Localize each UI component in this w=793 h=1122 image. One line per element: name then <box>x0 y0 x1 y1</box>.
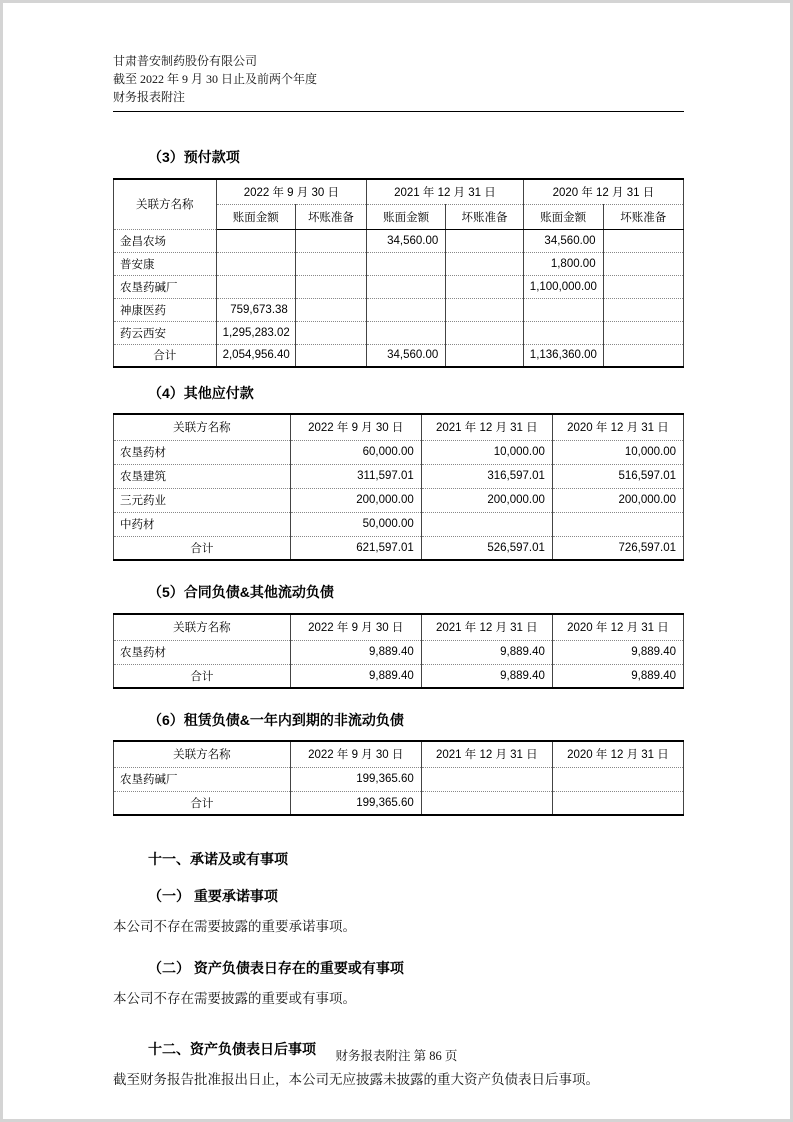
related-party-cell: 农垦药材 <box>114 640 291 664</box>
amount-cell: 9,889.40 <box>421 640 552 664</box>
col-header-date-2022: 2022 年 9 月 30 日 <box>216 179 366 204</box>
table-total-row <box>114 791 684 815</box>
subsection-heading-contingencies: （二） 资产负债表日存在的重要或有事项 <box>148 960 404 977</box>
amount-cell <box>603 252 683 275</box>
section-heading-lease-liabilities: （6）租赁负债&一年内到期的非流动负债 <box>148 712 404 728</box>
amount-cell <box>446 321 524 344</box>
amount-cell: 1,800.00 <box>523 252 603 275</box>
amount-cell <box>367 275 446 298</box>
amount-cell: 9,889.40 <box>552 640 683 664</box>
table-row <box>114 464 684 488</box>
amount-cell: 9,889.40 <box>421 664 552 688</box>
amount-cell: 2,054,956.40 <box>216 344 295 367</box>
col-header-date-2021: 2021 年 12 月 31 日 <box>421 614 552 640</box>
contract-liabilities-table <box>113 613 684 689</box>
amount-cell <box>295 229 366 252</box>
amount-cell <box>295 275 366 298</box>
amount-cell: 200,000.00 <box>552 488 683 512</box>
related-party-cell: 金昌农场 <box>114 229 217 252</box>
col-header-related-party: 关联方名称 <box>114 741 291 767</box>
table-total-row <box>114 536 684 560</box>
col-header-date-2021: 2021 年 12 月 31 日 <box>421 414 552 440</box>
amount-cell: 759,673.38 <box>216 298 295 321</box>
amount-cell: 1,136,360.00 <box>523 344 603 367</box>
amount-cell <box>603 275 683 298</box>
amount-cell: 726,597.01 <box>552 536 683 560</box>
paragraph-post-balance-events: 截至财务报告批准报出日止，本公司无应披露未披露的重大资产负债表日后事项。 <box>113 1071 599 1087</box>
col-header-date-2022: 2022 年 9 月 30 日 <box>290 614 421 640</box>
total-label-cell: 合计 <box>114 344 217 367</box>
amount-cell <box>216 252 295 275</box>
col-header-date-2020: 2020 年 12 月 31 日 <box>552 741 683 767</box>
amount-cell <box>446 275 524 298</box>
related-party-cell: 农垦药材 <box>114 440 291 464</box>
other-payables-table <box>113 413 684 561</box>
related-party-cell: 神康医药 <box>114 298 217 321</box>
report-period: 截至 2022 年 9 月 30 日止及前两个年度 <box>113 72 318 86</box>
col-header-book-value: 账面金额 <box>523 204 603 229</box>
related-party-cell: 农垦药碱厂 <box>114 767 291 791</box>
table-total-row <box>114 664 684 688</box>
amount-cell <box>421 767 552 791</box>
table-row <box>114 488 684 512</box>
amount-cell: 311,597.01 <box>290 464 421 488</box>
amount-cell: 34,560.00 <box>523 229 603 252</box>
col-header-date-2020: 2020 年 12 月 31 日 <box>552 614 683 640</box>
col-header-date-2022: 2022 年 9 月 30 日 <box>290 414 421 440</box>
lease-liabilities-table <box>113 740 684 816</box>
table-row <box>114 298 684 321</box>
header-divider <box>113 111 684 112</box>
amount-cell: 10,000.00 <box>552 440 683 464</box>
amount-cell <box>295 252 366 275</box>
amount-cell <box>523 298 603 321</box>
amount-cell <box>295 321 366 344</box>
amount-cell: 1,100,000.00 <box>523 275 603 298</box>
related-party-cell: 农垦药碱厂 <box>114 275 217 298</box>
table-total-row <box>114 344 684 367</box>
total-label-cell: 合计 <box>114 791 291 815</box>
table-header-row <box>114 614 684 640</box>
total-label-cell: 合计 <box>114 664 291 688</box>
table-row <box>114 229 684 252</box>
amount-cell: 34,560.00 <box>367 229 446 252</box>
amount-cell: 621,597.01 <box>290 536 421 560</box>
col-header-related-party: 关联方名称 <box>114 614 291 640</box>
amount-cell <box>446 298 524 321</box>
amount-cell <box>523 321 603 344</box>
related-party-cell: 三元药业 <box>114 488 291 512</box>
subsection-heading-important-commitments: （一） 重要承诺事项 <box>148 888 278 904</box>
amount-cell: 516,597.01 <box>552 464 683 488</box>
amount-cell <box>216 275 295 298</box>
amount-cell <box>295 344 366 367</box>
amount-cell <box>603 298 683 321</box>
col-header-bad-debt: 坏账准备 <box>603 204 683 229</box>
amount-cell <box>603 229 683 252</box>
section-heading-commitments: 十一、承诺及或有事项 <box>148 851 288 867</box>
amount-cell: 199,365.60 <box>290 767 421 791</box>
paragraph-contingencies: 本公司不存在需要披露的重要或有事项。 <box>113 991 356 1007</box>
amount-cell: 200,000.00 <box>421 488 552 512</box>
col-header-date-2022: 2022 年 9 月 30 日 <box>290 741 421 767</box>
amount-cell: 10,000.00 <box>421 440 552 464</box>
table-row <box>114 275 684 298</box>
table-row <box>114 252 684 275</box>
amount-cell <box>446 229 524 252</box>
col-header-related-party: 关联方名称 <box>114 179 217 229</box>
related-party-cell: 中药材 <box>114 512 291 536</box>
related-party-cell: 农垦建筑 <box>114 464 291 488</box>
company-name: 甘肃普安制药股份有限公司 <box>113 54 258 68</box>
section-heading-prepayments: （3）预付款项 <box>148 149 240 165</box>
amount-cell <box>552 512 683 536</box>
prepayments-table <box>113 178 684 368</box>
amount-cell <box>295 298 366 321</box>
table-row <box>114 767 684 791</box>
amount-cell <box>367 321 446 344</box>
page-footer: 财务报表附注 第 86 页 <box>335 1049 458 1063</box>
col-header-related-party: 关联方名称 <box>114 414 291 440</box>
amount-cell: 200,000.00 <box>290 488 421 512</box>
section-heading-post-balance-events: 十二、资产负债表日后事项 <box>148 1040 316 1057</box>
col-header-bad-debt: 坏账准备 <box>446 204 524 229</box>
total-label-cell: 合计 <box>114 536 291 560</box>
amount-cell: 1,295,283.02 <box>216 321 295 344</box>
amount-cell <box>603 321 683 344</box>
col-header-book-value: 账面金额 <box>367 204 446 229</box>
amount-cell: 60,000.00 <box>290 440 421 464</box>
paragraph-commitments: 本公司不存在需要披露的重要承诺事项。 <box>113 919 356 934</box>
table-row <box>114 512 684 536</box>
table-header-row <box>114 414 684 440</box>
col-header-date-2021: 2021 年 12 月 31 日 <box>421 741 552 767</box>
table-row <box>114 440 684 464</box>
col-header-date-2020: 2020 年 12 月 31 日 <box>552 414 683 440</box>
amount-cell <box>421 791 552 815</box>
amount-cell: 9,889.40 <box>290 640 421 664</box>
col-header-date-2021: 2021 年 12 月 31 日 <box>367 179 524 204</box>
related-party-cell: 药云西安 <box>114 321 217 344</box>
section-heading-contract-liabilities: （5）合同负债&其他流动负债 <box>148 584 334 600</box>
section-heading-other-payables: （4）其他应付款 <box>148 385 254 401</box>
amount-cell: 50,000.00 <box>290 512 421 536</box>
col-header-book-value: 账面金额 <box>216 204 295 229</box>
col-header-bad-debt: 坏账准备 <box>295 204 366 229</box>
table-header-row <box>114 741 684 767</box>
document-header <box>113 52 684 106</box>
amount-cell <box>216 229 295 252</box>
amount-cell: 9,889.40 <box>290 664 421 688</box>
table-row <box>114 321 684 344</box>
amount-cell: 199,365.60 <box>290 791 421 815</box>
amount-cell <box>446 344 524 367</box>
amount-cell: 316,597.01 <box>421 464 552 488</box>
table-row <box>114 640 684 664</box>
amount-cell <box>367 298 446 321</box>
document-title: 财务报表附注 <box>113 90 186 104</box>
amount-cell <box>421 512 552 536</box>
amount-cell <box>367 252 446 275</box>
table-header-row <box>114 179 684 204</box>
amount-cell <box>603 344 683 367</box>
amount-cell: 34,560.00 <box>367 344 446 367</box>
amount-cell: 526,597.01 <box>421 536 552 560</box>
amount-cell: 9,889.40 <box>552 664 683 688</box>
amount-cell <box>552 767 683 791</box>
related-party-cell: 普安康 <box>114 252 217 275</box>
amount-cell <box>552 791 683 815</box>
amount-cell <box>446 252 524 275</box>
col-header-date-2020: 2020 年 12 月 31 日 <box>523 179 683 204</box>
